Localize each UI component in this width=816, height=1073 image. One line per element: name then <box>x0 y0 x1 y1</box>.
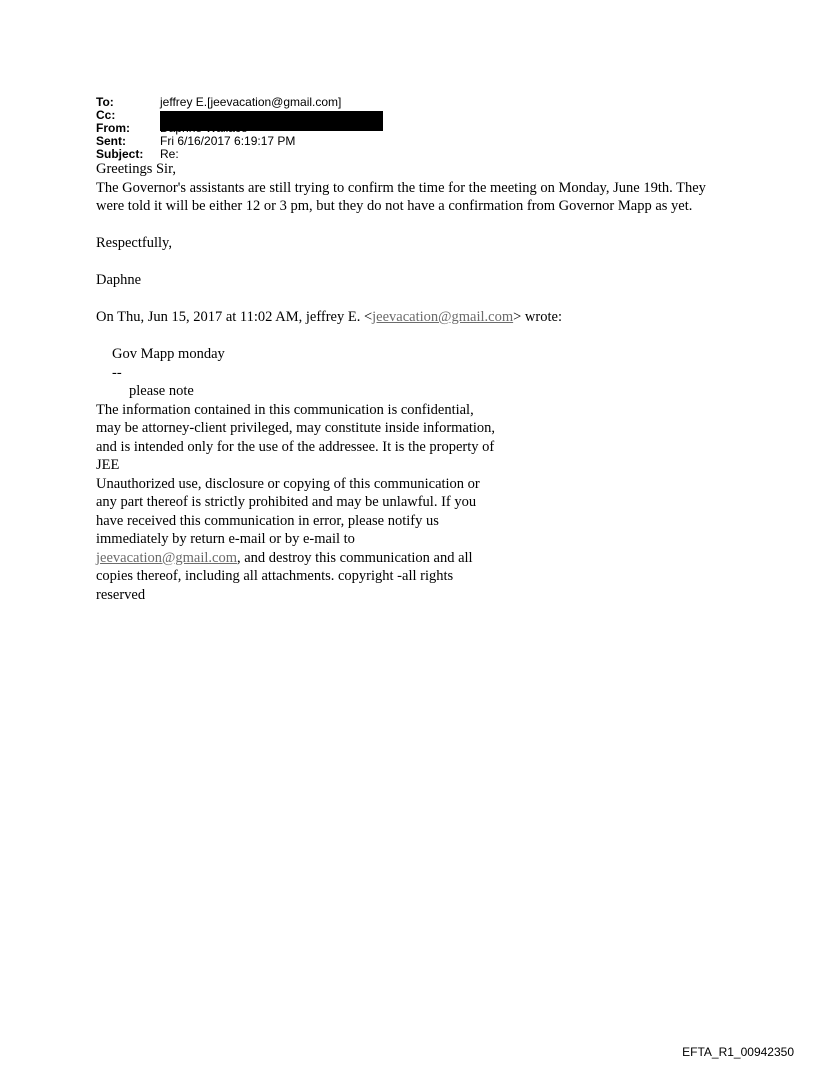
quoted-intro <box>96 308 736 327</box>
cc-label: Cc: <box>96 108 116 122</box>
to-value: jeffrey E.[jeevacation@gmail.com] <box>160 95 342 109</box>
disclaimer-email-link[interactable]: jeevacation@gmail.com <box>96 549 237 566</box>
disclaimer-part2-prefix: Unauthorized use, disclosure or copying of this communication or any part thereof is strictly prohibited and may be unlawful. If you have received this communication in error, please notify us immediately by return e-mail or by e-mail to <box>96 475 480 547</box>
closing: Respectfully, <box>96 235 172 251</box>
to-label: To: <box>96 95 114 109</box>
disclaimer-part1: The information contained in this communication is confidential, may be attorney-client privileged, may constitute inside information, and is intended only for the use of the addressee. It is the property of <box>96 401 496 455</box>
document-id: EFTA_R1_00942350 <box>682 1045 794 1059</box>
disclaimer-part2 <box>96 475 496 605</box>
disclaimer-owner: JEE <box>96 457 120 473</box>
subject-value: Re: <box>160 147 179 161</box>
signature: Daphne <box>96 272 142 288</box>
from-label: From: <box>96 121 130 135</box>
greeting: Greetings Sir, <box>96 161 176 177</box>
quoted-intro-prefix: On Thu, Jun 15, 2017 at 11:02 AM, jeffrey E. < <box>96 309 373 325</box>
redaction-bar <box>160 111 383 131</box>
subject-label: Subject: <box>96 147 144 161</box>
email-body <box>96 160 736 604</box>
quoted-note: please note <box>129 383 194 399</box>
disclaimer-part2-suffix: , and destroy this communication and all copies thereof, including all attachments. copyright -all rights reserved <box>96 549 473 603</box>
quoted-intro-suffix: > wrote: <box>513 309 562 325</box>
quoted-intro-email-link[interactable]: jeevacation@gmail.com <box>372 309 514 325</box>
sent-value: Fri 6/16/2017 6:19:17 PM <box>160 134 296 148</box>
sent-label: Sent: <box>96 134 126 148</box>
quoted-separator: -- <box>112 364 122 381</box>
message-paragraph: The Governor's assistants are still trying to confirm the time for the meeting on Monday, June 19th. They were told it will be either 12 or 3 pm, but they do not have a confirmation from Governor Mapp as yet. <box>96 179 706 214</box>
quoted-line: Gov Mapp monday <box>112 346 225 362</box>
